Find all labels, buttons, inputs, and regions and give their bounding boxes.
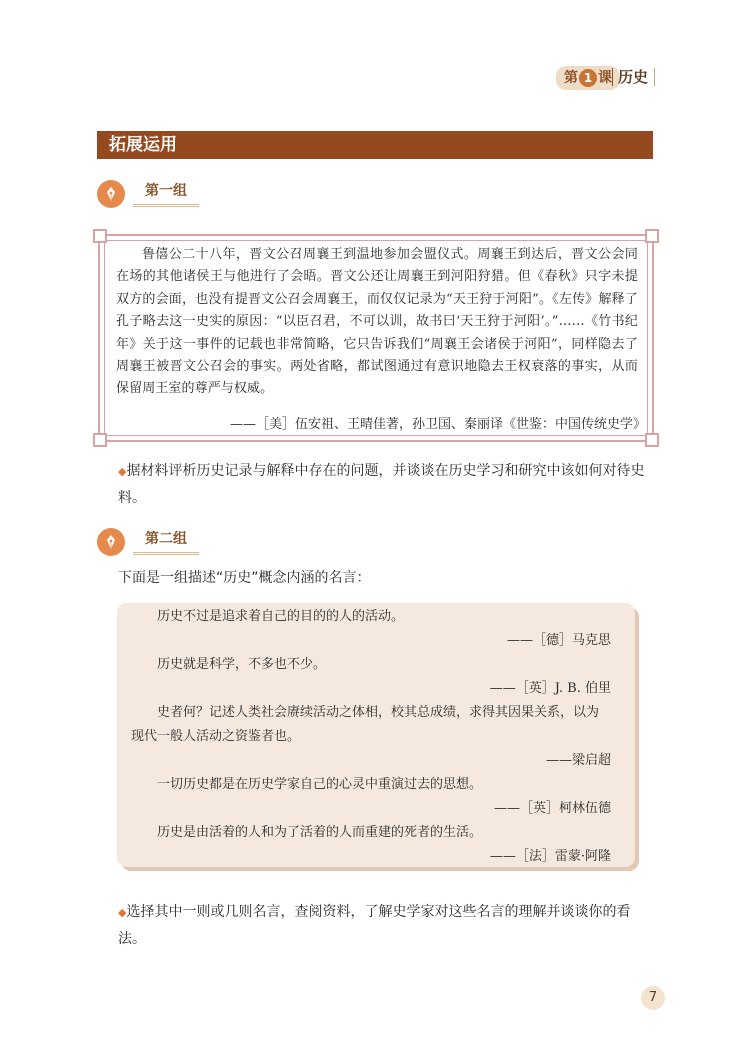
frame-corner — [93, 229, 107, 243]
frame-corner — [93, 433, 107, 447]
group2-intro: 下面是一组描述“历史”概念内涵的名言： — [118, 570, 371, 586]
quote-text: 史者何？记述人类社会赓续活动之体相，校其总成绩，求得其因果关系，以为现代一般人活动之资鉴者也。 — [131, 705, 600, 744]
diamond-bullet-icon: ◆ — [118, 465, 127, 478]
quote-author: ——［法］雷蒙·阿隆 — [489, 849, 611, 864]
group1-task — [118, 458, 653, 511]
section-banner: 拓展运用 — [97, 131, 653, 159]
group1-title: 第一组 — [133, 181, 199, 207]
material-passage: 鲁僖公二十八年，晋文公召周襄王到温地参加会盟仪式。周襄王到达后，晋文公会同在场的其他诸侯王与他进行了会晤。晋文公还让周襄王到河阳狩猎。但《春秋》只字未提双方的会面，也没有提晋文公召会周襄王，而仅仅记录为“天王狩于河阳”。《左传》解释了孔子略去这一史实的原因：“以臣召君，不可以训，故书曰‘天王狩于河阳’。”……《竹书纪年》关于这一事件的记载也非常简略，它只告诉我们“周襄王会诸侯于河阳”，同样隐去了周襄王被晋文公召会的事实。两处省略，都试图通过有意识地隐去王权衰落的事实，从而保留周王室的尊严与权威。 — [116, 247, 638, 397]
pen-nib-icon — [97, 180, 125, 208]
group2-title: 第二组 — [133, 529, 199, 555]
group1-heading — [97, 180, 199, 208]
frame-corner — [645, 433, 659, 447]
header-divider — [612, 68, 613, 86]
quote-list — [131, 605, 611, 869]
quote-author: ——［英］柯林伍德 — [493, 801, 611, 816]
material-attribution: ——［美］伍安祖、王晴佳著，孙卫国、秦丽译《世鉴：中国传统史学》 — [229, 417, 646, 432]
quote-text: 一切历史都是在历史学家自己的心灵中重演过去的思想。 — [157, 777, 483, 792]
quote-text: 历史就是科学，不多也不少。 — [157, 657, 327, 672]
quote-item — [131, 701, 611, 773]
lesson-suffix: 课 — [598, 70, 612, 86]
lesson-badge — [556, 66, 620, 90]
lesson-prefix: 第 — [564, 70, 578, 86]
quote-item — [131, 653, 611, 701]
quote-text: 历史不过是追求着自己的目的的人的活动。 — [157, 609, 405, 624]
frame-corner — [645, 229, 659, 243]
pen-nib-icon — [97, 528, 125, 556]
subject-title: 历史 — [618, 68, 649, 86]
page-number: 7 — [641, 986, 665, 1010]
group2-task-text: 选择其中一则或几则名言，查阅资料，了解史学家对这些名言的理解并谈谈你的看法。 — [118, 904, 631, 947]
quote-item — [131, 773, 611, 821]
group1-task-text: 据材料评析历史记录与解释中存在的问题，并谈谈在历史学习和研究中该如何对待史料。 — [118, 463, 645, 506]
group2-heading — [97, 528, 199, 556]
header-divider-end — [654, 68, 655, 86]
quote-author: ——［英］J. B. 伯里 — [489, 681, 611, 696]
quote-author: ——梁启超 — [545, 753, 611, 768]
quote-author: ——［德］马克思 — [506, 633, 611, 648]
group2-task — [118, 899, 653, 952]
quote-item — [131, 821, 611, 869]
diamond-bullet-icon: ◆ — [118, 906, 127, 919]
lesson-number: 1 — [579, 69, 597, 87]
quote-text: 历史是由活着的人和为了活着的人而重建的死者的生活。 — [157, 825, 483, 840]
quote-box — [117, 603, 635, 867]
quote-item — [131, 605, 611, 653]
